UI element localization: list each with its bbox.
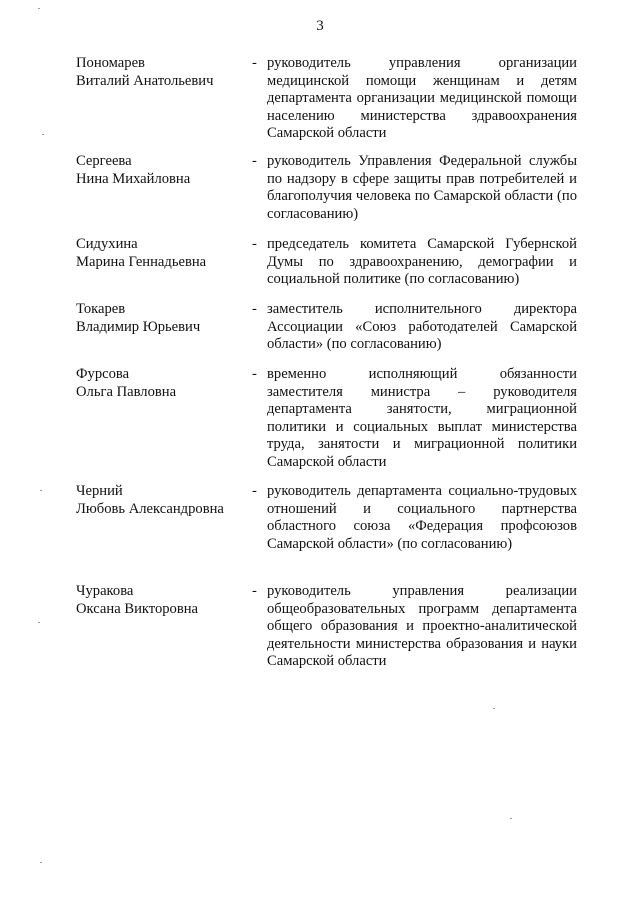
list-dash: - <box>252 236 257 252</box>
member-position: руководитель управления организации медицинской помощи женщинам и детям департамента организации медицинской помощи населению министерства здравоохранения Самарской области <box>267 55 577 142</box>
scan-speck <box>40 490 42 491</box>
member-position: председатель комитета Самарской Губернской Думы по здравоохранению, демографии и социальной политике (по согласованию) <box>267 236 577 288</box>
member-given-names: Оксана Викторовна <box>76 600 199 617</box>
member-surname: Токарев <box>76 301 126 317</box>
member-name <box>76 301 246 336</box>
member-name <box>76 583 246 618</box>
member-name <box>76 55 246 90</box>
member-surname: Сидухина <box>76 236 138 252</box>
list-dash: - <box>252 583 257 599</box>
scan-speck <box>510 818 512 819</box>
member-surname: Пономарев <box>76 55 145 71</box>
scan-speck <box>38 8 40 9</box>
list-dash: - <box>252 301 257 317</box>
member-position: руководитель управления реализации общеобразовательных программ департамента общего образования и проектно-аналитической деятельности министерства образования и науки Самарской области <box>267 583 577 670</box>
member-position: руководитель департамента социально-трудовых отношений и социального партнерства областного союза «Федерация профсоюзов Самарской области» (по согласованию) <box>267 483 577 552</box>
member-name <box>76 483 246 518</box>
member-given-names: Виталий Анатольевич <box>76 72 214 89</box>
list-dash: - <box>252 55 257 71</box>
member-given-names: Ольга Павловна <box>76 383 177 400</box>
member-surname: Чуракова <box>76 583 134 599</box>
member-given-names: Нина Михайловна <box>76 170 191 187</box>
member-given-names: Любовь Александровна <box>76 500 224 517</box>
member-name <box>76 366 246 401</box>
member-position: заместитель исполнительного директора Ассоциации «Союз работодателей Самарской области» (по согласованию) <box>267 301 577 353</box>
list-dash: - <box>252 153 257 169</box>
member-given-names: Владимир Юрьевич <box>76 318 201 335</box>
scan-speck <box>38 622 40 623</box>
page-number: 3 <box>316 18 324 34</box>
member-surname: Черний <box>76 483 123 499</box>
member-position: временно исполняющий обязанности заместителя министра – руководителя департамента занятости, миграционной политики и социальных выплат министерства труда, занятости и миграционной политики Самарской области <box>267 366 577 470</box>
member-name <box>76 153 246 188</box>
scan-speck <box>42 134 44 135</box>
list-dash: - <box>252 366 257 382</box>
member-surname: Фурсова <box>76 366 130 382</box>
list-dash: - <box>252 483 257 499</box>
scan-speck <box>40 862 42 863</box>
member-position: руководитель Управления Федеральной службы по надзору в сфере защиты прав потребителей и благополучия человека по Самарской области (по согласованию) <box>267 153 577 222</box>
scan-speck <box>493 708 495 709</box>
member-name <box>76 236 246 271</box>
member-surname: Сергеева <box>76 153 132 169</box>
member-given-names: Марина Геннадьевна <box>76 253 207 270</box>
